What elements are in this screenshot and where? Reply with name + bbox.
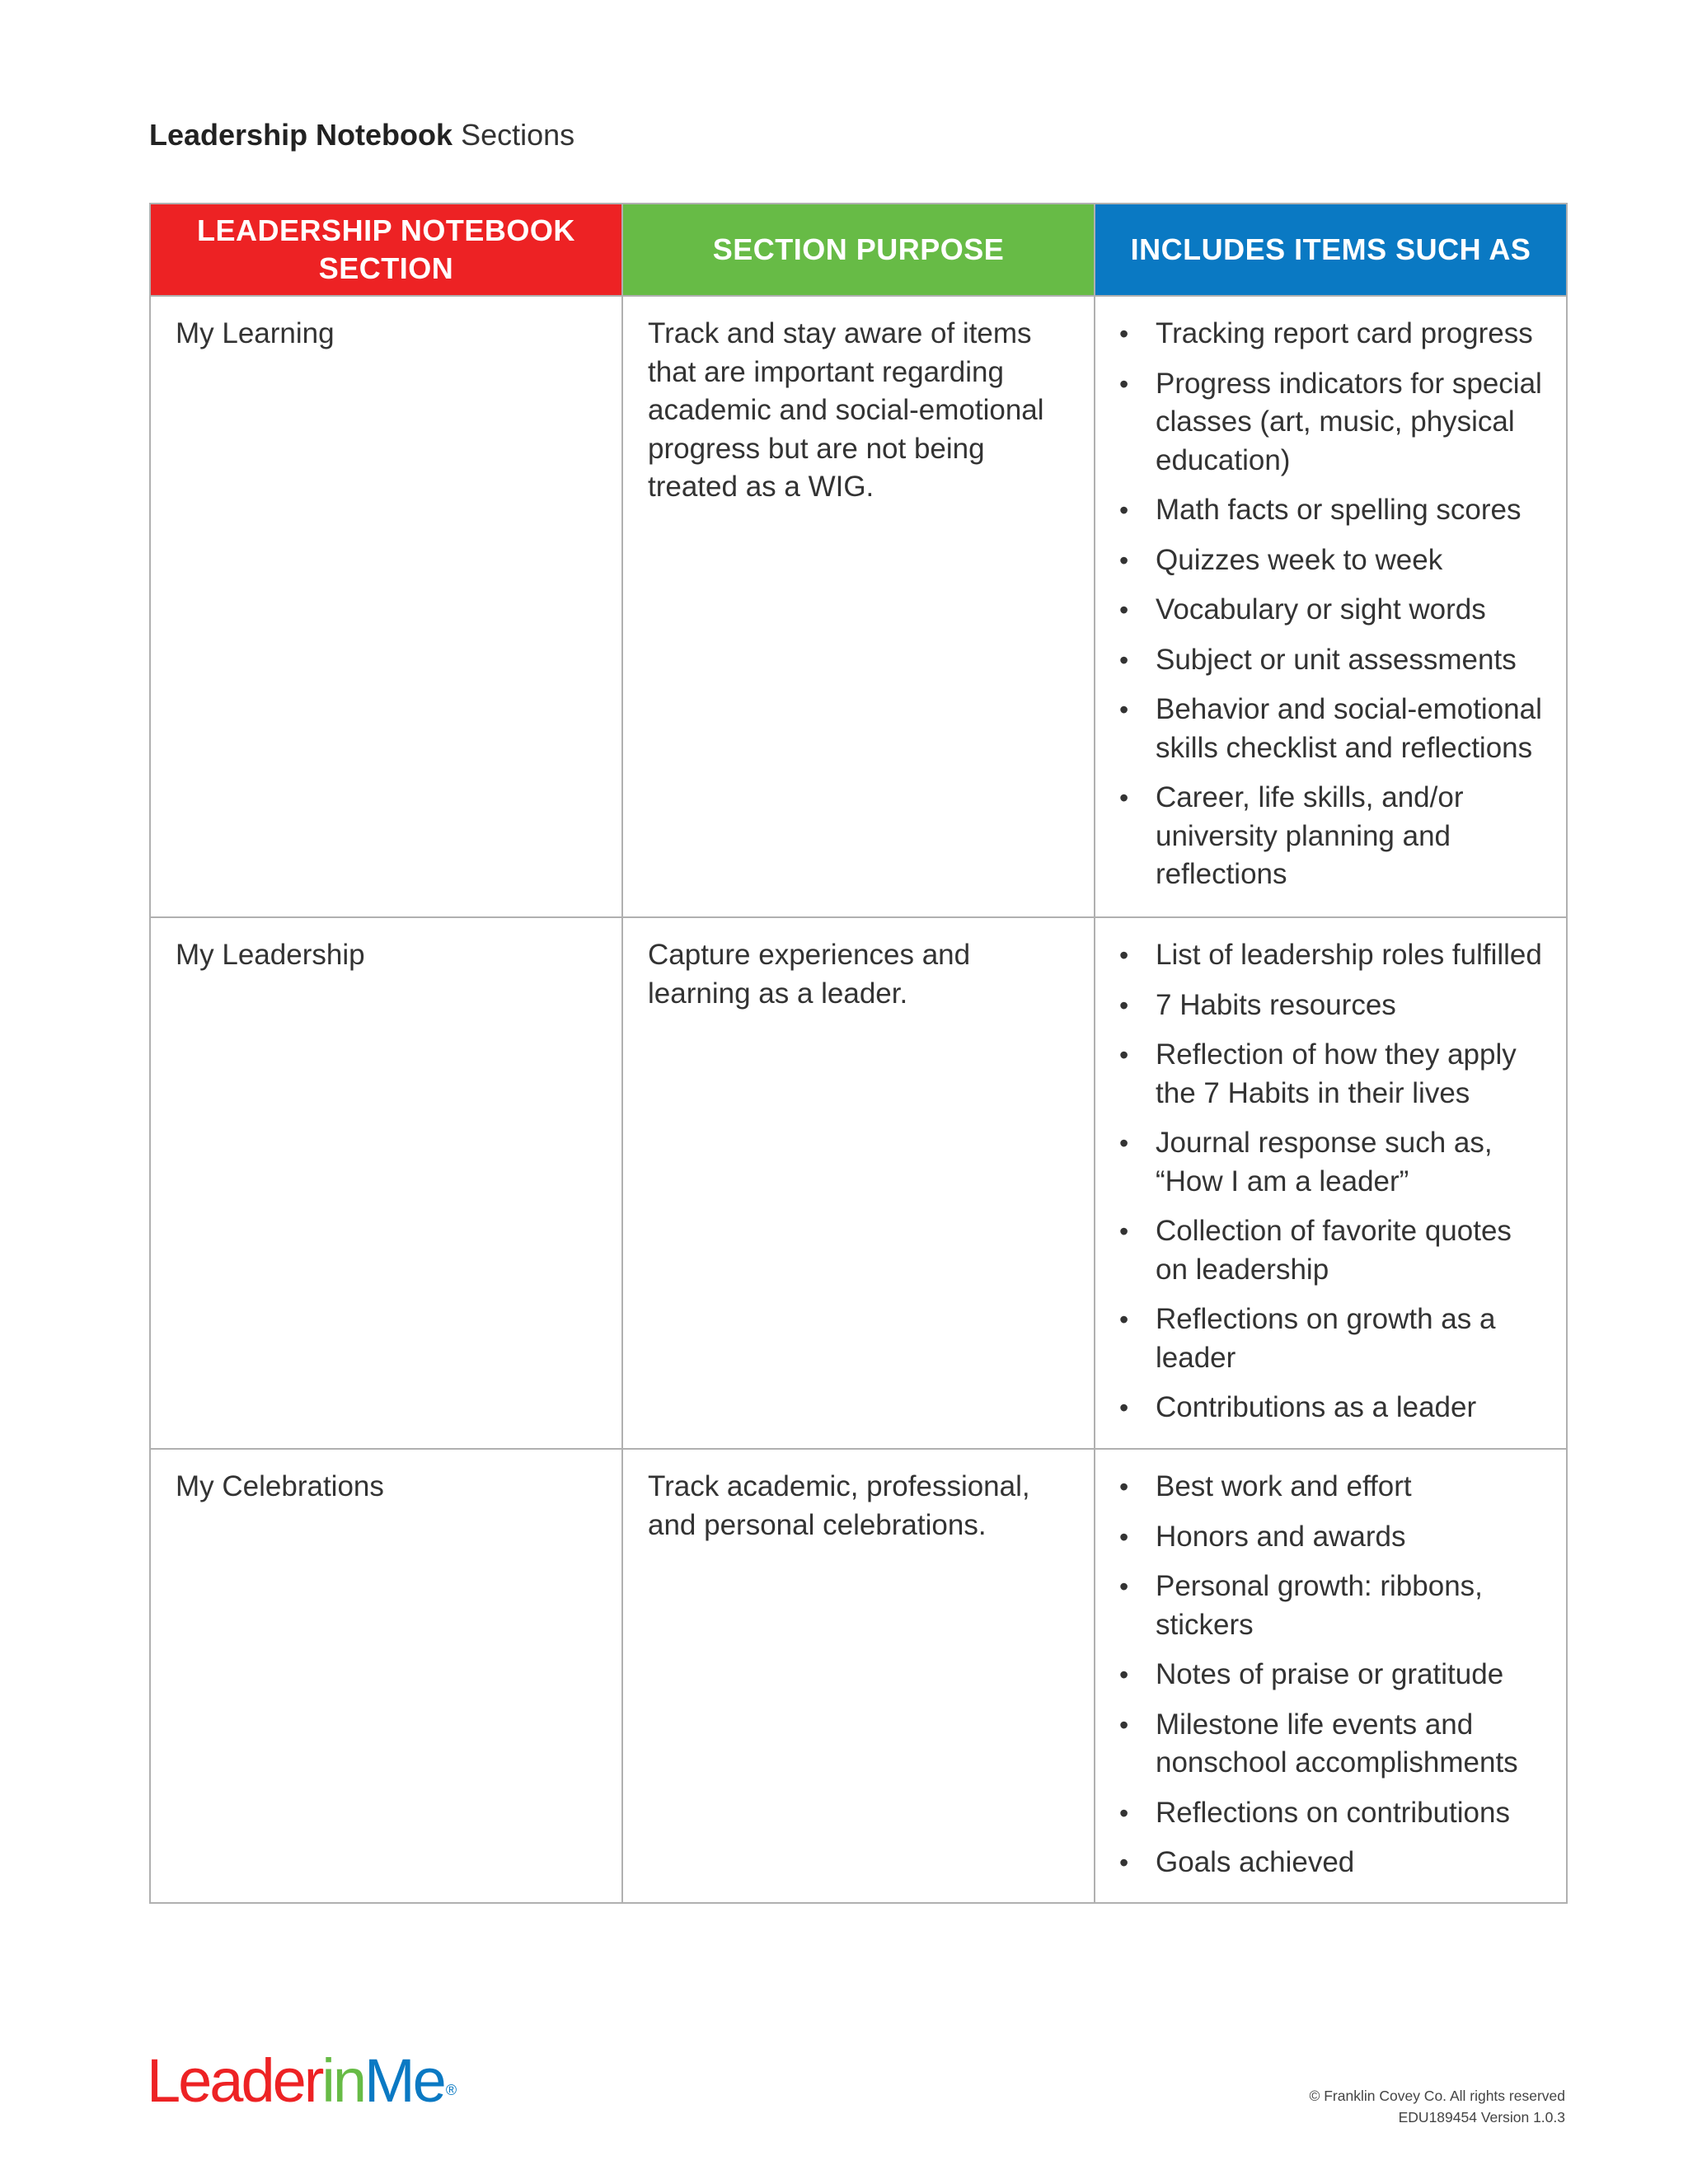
header-section: LEADERSHIP NOTEBOOK SECTION xyxy=(150,204,622,296)
list-item: • Reflections on contributions xyxy=(1117,1794,1551,1833)
items-cell xyxy=(1095,1449,1567,1903)
list-item: • Reflections on growth as a leader xyxy=(1117,1301,1551,1377)
list-item: • Subject or unit assessments xyxy=(1117,641,1551,680)
copyright-text: © Franklin Covey Co. All rights reserved xyxy=(1309,2088,1565,2104)
purpose-cell: Track and stay aware of items that are important regarding academic and social-emotional progress but are not being treated as a WIG. xyxy=(622,296,1095,917)
list-item: • Reflection of how they apply the 7 Habits in their lives xyxy=(1117,1036,1551,1113)
list-item: • Personal growth: ribbons, stickers xyxy=(1117,1568,1551,1644)
table-row xyxy=(150,296,1567,917)
list-item: • Journal response such as, “How I am a leader” xyxy=(1117,1124,1551,1201)
list-item: • Notes of praise or gratitude xyxy=(1117,1656,1551,1694)
list-item: • Collection of favorite quotes on leadership xyxy=(1117,1212,1551,1289)
list-item: • Honors and awards xyxy=(1117,1518,1551,1557)
page-title-rest: Sections xyxy=(452,118,575,152)
list-item: • Contributions as a leader xyxy=(1117,1389,1551,1427)
section-cell: My Celebrations xyxy=(150,1449,622,1903)
header-items: INCLUDES ITEMS SUCH AS xyxy=(1095,204,1567,296)
list-item: • Career, life skills, and/or university planning and reflections xyxy=(1117,779,1551,894)
logo-part-leader: Leader xyxy=(147,2046,322,2115)
section-cell: My Learning xyxy=(150,296,622,917)
list-item: • Math facts or spelling scores xyxy=(1117,491,1551,530)
list-item: • List of leadership roles fulfilled xyxy=(1117,936,1551,975)
header-purpose: SECTION PURPOSE xyxy=(622,204,1095,296)
registered-mark: ® xyxy=(445,2082,457,2098)
list-item: • Milestone life events and nonschool accomplishments xyxy=(1117,1706,1551,1783)
table-row xyxy=(150,917,1567,1449)
version-text: EDU189454 Version 1.0.3 xyxy=(1398,2109,1565,2125)
purpose-cell: Track academic, professional, and personal celebrations. xyxy=(622,1449,1095,1903)
list-item: • Progress indicators for special classes (art, music, physical education) xyxy=(1117,365,1551,480)
logo-part-in: in xyxy=(321,2046,365,2115)
list-item: • Quizzes week to week xyxy=(1117,541,1551,580)
footer xyxy=(1309,2085,1565,2128)
items-cell xyxy=(1095,296,1567,917)
items-cell xyxy=(1095,917,1567,1449)
list-item: • Best work and effort xyxy=(1117,1468,1551,1507)
purpose-cell: Capture experiences and learning as a leader. xyxy=(622,917,1095,1449)
leader-in-me-logo xyxy=(147,2044,457,2127)
list-item: • Behavior and social-emotional skills checklist and reflections xyxy=(1117,691,1551,767)
list-item: • Vocabulary or sight words xyxy=(1117,591,1551,630)
list-item: • Tracking report card progress xyxy=(1117,315,1551,354)
logo-part-me: Me xyxy=(364,2046,444,2115)
items-list xyxy=(1117,936,1551,1427)
list-item: • 7 Habits resources xyxy=(1117,987,1551,1025)
table-header-row xyxy=(150,204,1567,296)
leadership-notebook-table xyxy=(149,203,1568,1904)
list-item: • Goals achieved xyxy=(1117,1844,1551,1882)
page-title xyxy=(149,118,574,152)
table-row xyxy=(150,1449,1567,1903)
section-cell: My Leadership xyxy=(150,917,622,1449)
page-title-bold: Leadership Notebook xyxy=(149,118,453,152)
items-list xyxy=(1117,1468,1551,1882)
items-list xyxy=(1117,315,1551,894)
